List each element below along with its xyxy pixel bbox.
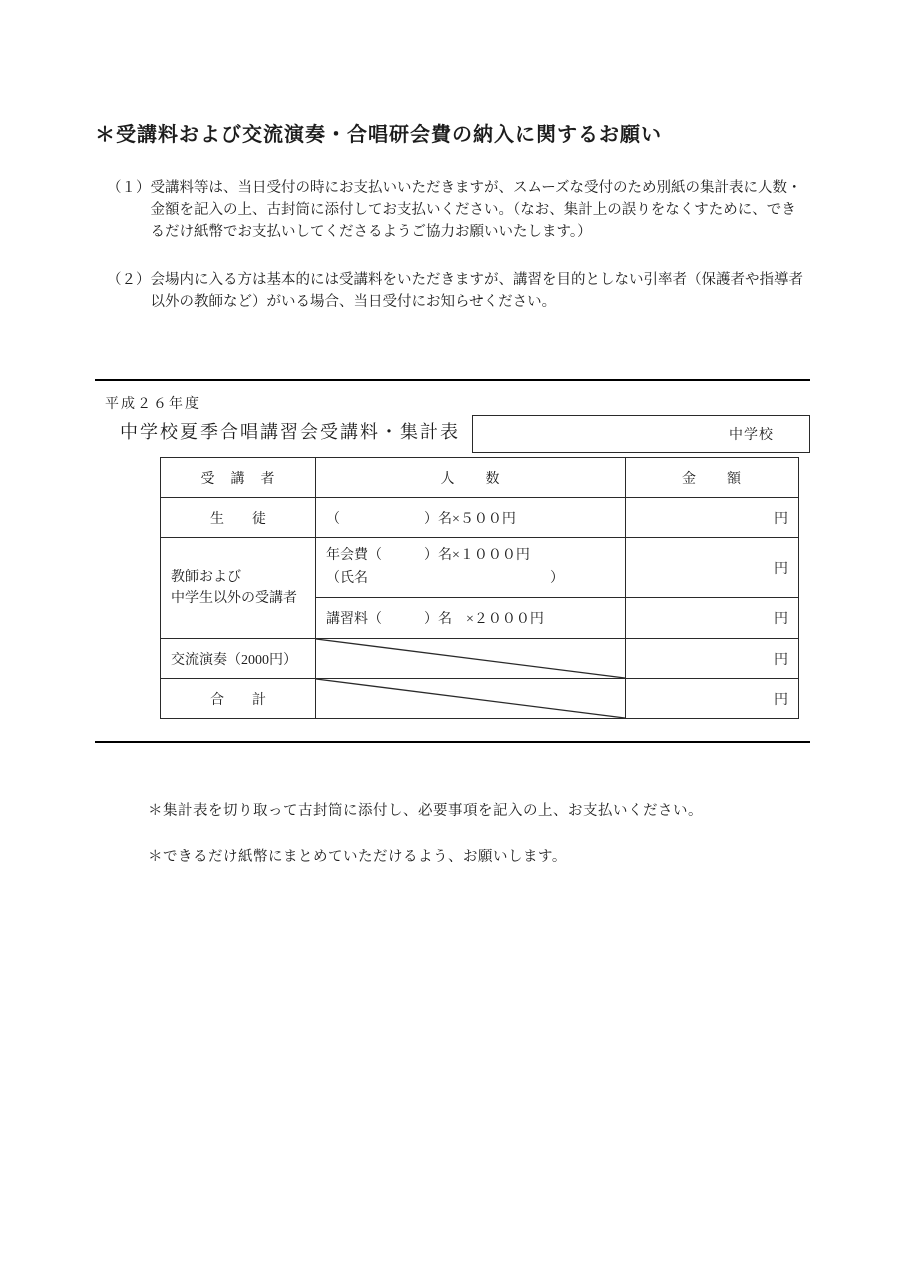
table-row-total bbox=[161, 679, 799, 719]
fee-summary-table bbox=[160, 457, 799, 719]
column-header-amount: 金 額 bbox=[626, 458, 799, 498]
column-header-count: 人 数 bbox=[316, 458, 626, 498]
column-header-attendee: 受 講 者 bbox=[161, 458, 316, 498]
diagonal-strike-icon bbox=[316, 639, 625, 678]
paragraph-1-text: 受講料等は、当日受付の時にお支払いいただきますが、スムーズな受付のため別紙の集計表に人数・金額を記入の上、古封筒に添付してお支払いください。（なお、集計上の誤りをなくすために、できるだけ紙幣でお支払いしてくださるようご協力お願いいたします。） bbox=[150, 180, 802, 241]
bottom-divider-rule bbox=[95, 741, 810, 743]
total-label-cell: 合 計 bbox=[161, 679, 316, 719]
fee-form-section bbox=[95, 393, 810, 719]
school-name-suffix: 中学校 bbox=[729, 428, 774, 444]
document-title: ＊受講料および交流演奏・合唱研会費の納入に関するお願い bbox=[95, 124, 662, 146]
paragraph-2 bbox=[107, 269, 810, 313]
fiscal-year-label: 平成２６年度 bbox=[105, 397, 201, 413]
paragraph-1 bbox=[107, 177, 810, 243]
student-label-cell: 生 徒 bbox=[161, 498, 316, 538]
form-title: 中学校夏季合唱講習会受講料・集計表 bbox=[120, 422, 460, 443]
top-divider-rule bbox=[95, 379, 810, 381]
footnote-1: ＊集計表を切り取って古封筒に添付し、必要事項を記入の上、お支払いください。 bbox=[148, 803, 703, 820]
teacher-annual-fee-cell bbox=[316, 538, 626, 598]
lecture-amount-cell: 円 bbox=[626, 598, 799, 639]
footnote-2: ＊できるだけ紙幣にまとめていただけるよう、お願いします。 bbox=[148, 849, 567, 866]
student-count-cell: （ ）名×５００円 bbox=[316, 498, 626, 538]
teacher-label-cell bbox=[161, 538, 316, 639]
teacher-annual-amount-cell: 円 bbox=[626, 538, 799, 598]
lecture-fee-cell: 講習料（ ）名 ×２０００円 bbox=[316, 598, 626, 639]
school-name-box bbox=[472, 415, 810, 453]
table-row-student bbox=[161, 498, 799, 538]
student-amount-cell: 円 bbox=[626, 498, 799, 538]
table-row-exchange-performance bbox=[161, 639, 799, 679]
footnotes-section bbox=[95, 799, 810, 866]
table-header-row bbox=[161, 458, 799, 498]
total-amount-cell: 円 bbox=[626, 679, 799, 719]
total-count-crossed-cell bbox=[316, 679, 626, 719]
exchange-count-crossed-cell bbox=[316, 639, 626, 679]
teacher-label-line1: 教師および bbox=[171, 570, 241, 586]
diagonal-strike-icon bbox=[316, 679, 625, 718]
form-title-row bbox=[120, 415, 810, 453]
table-row-teacher-annual-fee bbox=[161, 538, 799, 598]
exchange-label-cell: 交流演奏（2000円） bbox=[161, 639, 316, 679]
paragraph-2-number: （２） bbox=[107, 272, 151, 289]
teacher-annual-fee-line2: （氏名 ） bbox=[326, 570, 564, 586]
paragraph-1-number: （１） bbox=[107, 180, 151, 196]
teacher-label-line2: 中学生以外の受講者 bbox=[171, 591, 297, 607]
teacher-annual-fee-line1: 年会費（ ）名×１０００円 bbox=[326, 548, 530, 564]
paragraph-2-text: 会場内に入る方は基本的には受講料をいただきますが、講習を目的としない引率者（保護者や指導者以外の教師など）がいる場合、当日受付にお知らせください。 bbox=[150, 272, 803, 311]
exchange-amount-cell: 円 bbox=[626, 639, 799, 679]
